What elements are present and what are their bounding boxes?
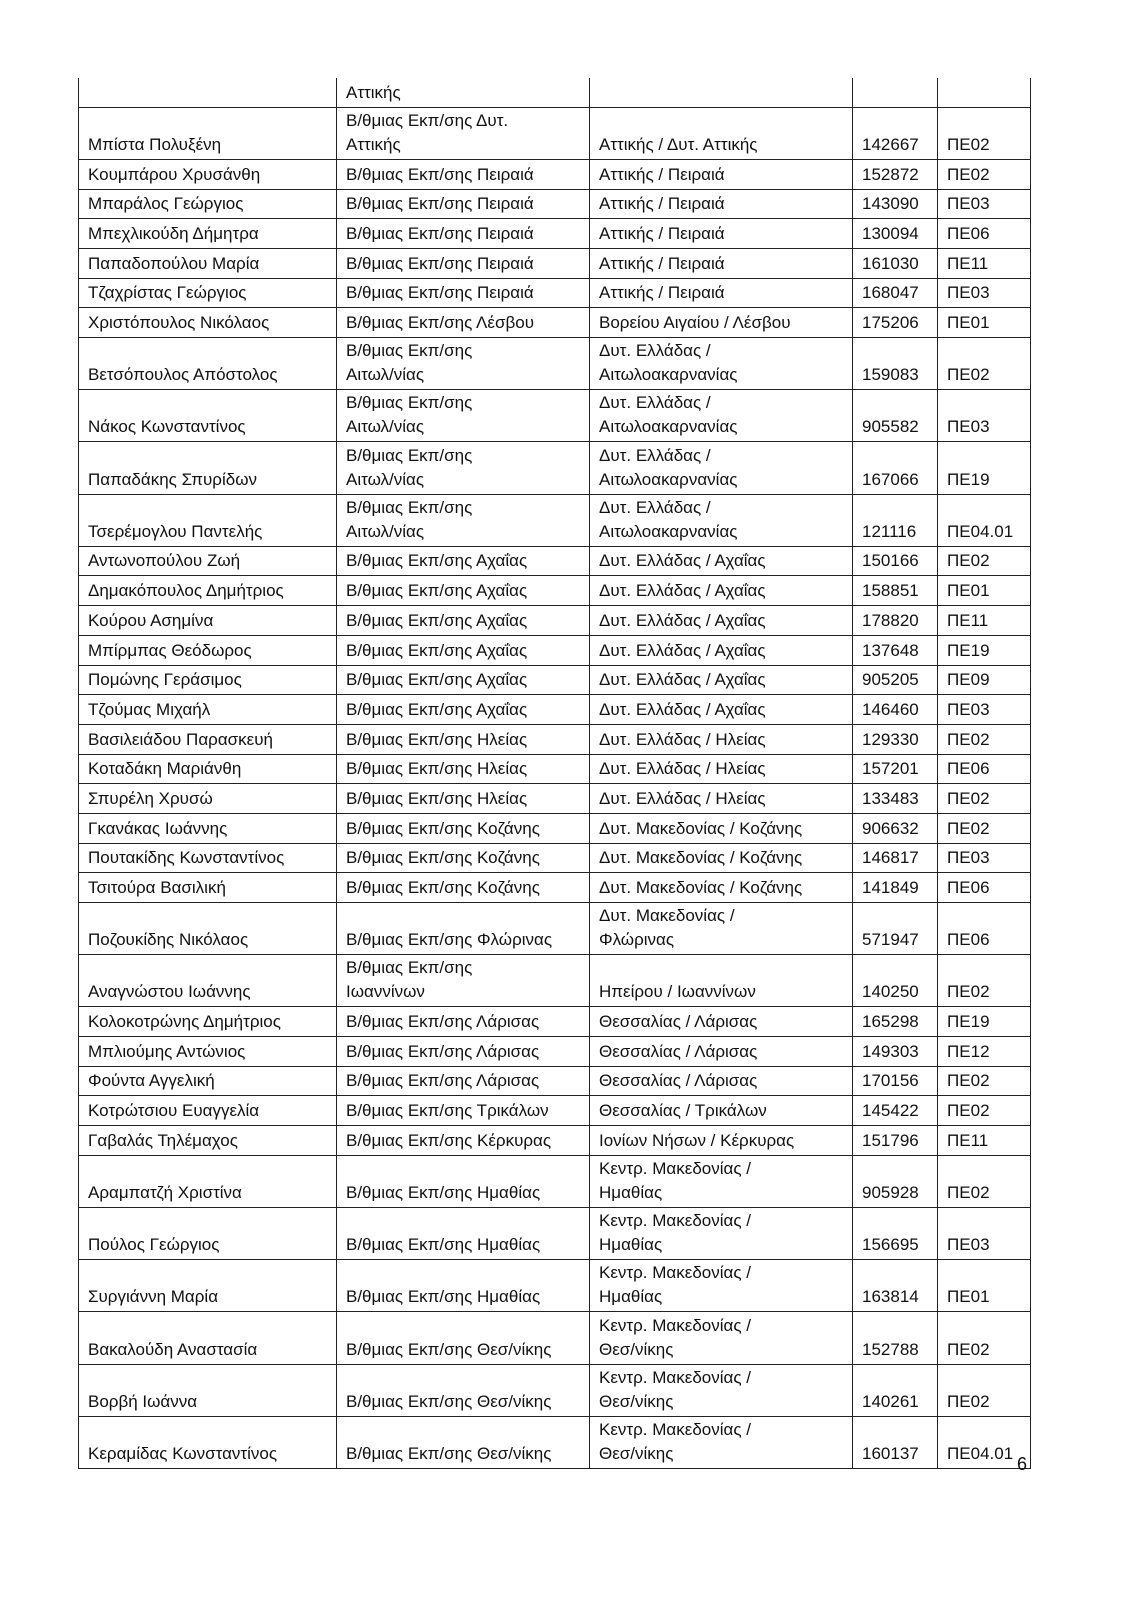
- id-cell: 158851: [853, 576, 938, 606]
- specialty-cell: ΠΕ03: [938, 843, 1031, 873]
- table-row: [79, 784, 1031, 814]
- directorate-cell: Β/θμιας Εκπ/σης Θεσ/νίκης: [337, 1416, 590, 1468]
- name-cell: Τσιτούρα Βασιλική: [79, 873, 337, 903]
- table-row: [79, 873, 1031, 903]
- directorate-cell: Β/θμιας Εκπ/σης Πειραιά: [337, 219, 590, 249]
- directorate-cell: Αττικής: [337, 78, 590, 107]
- region-cell: Δυτ. Ελλάδας / Αχαΐας: [590, 635, 853, 665]
- directorate-cell: Β/θμιας Εκπ/σης Αιτωλ/νίας: [337, 494, 590, 546]
- directorate-cell: Β/θμιας Εκπ/σης Πειραιά: [337, 159, 590, 189]
- name-cell: Αναγνώστου Ιωάννης: [79, 955, 337, 1007]
- table-row: [79, 1126, 1031, 1156]
- specialty-cell: ΠΕ02: [938, 724, 1031, 754]
- table-row: [79, 546, 1031, 576]
- specialty-cell: ΠΕ11: [938, 606, 1031, 636]
- specialty-cell: ΠΕ03: [938, 1208, 1031, 1260]
- id-cell: 905582: [853, 390, 938, 442]
- name-cell: Μπλιούμης Αντώνιος: [79, 1037, 337, 1067]
- specialty-cell: ΠΕ02: [938, 1364, 1031, 1416]
- region-cell: Δυτ. Ελλάδας / Ηλείας: [590, 754, 853, 784]
- id-cell: 170156: [853, 1066, 938, 1096]
- name-cell: Παπαδάκης Σπυρίδων: [79, 442, 337, 494]
- region-cell: Δυτ. Ελλάδας / Αιτωλοακαρνανίας: [590, 494, 853, 546]
- id-cell: 161030: [853, 248, 938, 278]
- directorate-cell: Β/θμιας Εκπ/σης Αχαΐας: [337, 606, 590, 636]
- specialty-cell: ΠΕ11: [938, 1126, 1031, 1156]
- table-row: [79, 903, 1031, 955]
- name-cell: Φούντα Αγγελική: [79, 1066, 337, 1096]
- table-row: [79, 189, 1031, 219]
- id-cell: 157201: [853, 754, 938, 784]
- directorate-cell: Β/θμιας Εκπ/σης Αχαΐας: [337, 546, 590, 576]
- directorate-cell: Β/θμιας Εκπ/σης Κοζάνης: [337, 873, 590, 903]
- directorate-cell: Β/θμιας Εκπ/σης Ημαθίας: [337, 1155, 590, 1207]
- name-cell: Τζούμας Μιχαήλ: [79, 695, 337, 725]
- region-cell: Αττικής / Δυτ. Αττικής: [590, 107, 853, 159]
- table-row: [79, 78, 1031, 107]
- directorate-cell: Β/θμιας Εκπ/σης Θεσ/νίκης: [337, 1312, 590, 1364]
- region-cell: Δυτ. Ελλάδας / Αχαΐας: [590, 546, 853, 576]
- id-cell: 571947: [853, 903, 938, 955]
- specialty-cell: ΠΕ04.01: [938, 494, 1031, 546]
- region-cell: Βορείου Αιγαίου / Λέσβου: [590, 308, 853, 338]
- table-row: [79, 635, 1031, 665]
- region-cell: Δυτ. Ελλάδας / Αχαΐας: [590, 606, 853, 636]
- name-cell: Δημακόπουλος Δημήτριος: [79, 576, 337, 606]
- page-number: 6: [1017, 1454, 1028, 1474]
- name-cell: Αραμπατζή Χριστίνα: [79, 1155, 337, 1207]
- id-cell: 160137: [853, 1416, 938, 1468]
- specialty-cell: ΠΕ02: [938, 784, 1031, 814]
- directorate-cell: Β/θμιας Εκπ/σης Αιτωλ/νίας: [337, 338, 590, 390]
- specialty-cell: ΠΕ01: [938, 308, 1031, 338]
- id-cell: 159083: [853, 338, 938, 390]
- table-row: [79, 248, 1031, 278]
- region-cell: Κεντρ. Μακεδονίας / Θεσ/νίκης: [590, 1364, 853, 1416]
- specialty-cell: ΠΕ02: [938, 955, 1031, 1007]
- name-cell: Μπίρμπας Θεόδωρος: [79, 635, 337, 665]
- specialty-cell: ΠΕ12: [938, 1037, 1031, 1067]
- region-cell: Δυτ. Ελλάδας / Αιτωλοακαρνανίας: [590, 390, 853, 442]
- region-cell: Αττικής / Πειραιά: [590, 189, 853, 219]
- specialty-cell: ΠΕ03: [938, 278, 1031, 308]
- specialty-cell: [938, 78, 1031, 107]
- specialty-cell: ΠΕ06: [938, 219, 1031, 249]
- specialty-cell: ΠΕ06: [938, 903, 1031, 955]
- id-cell: 163814: [853, 1260, 938, 1312]
- name-cell: Γκανάκας Ιωάννης: [79, 813, 337, 843]
- name-cell: Γαβαλάς Τηλέμαχος: [79, 1126, 337, 1156]
- directorate-cell: Β/θμιας Εκπ/σης Αιτωλ/νίας: [337, 390, 590, 442]
- table-row: [79, 813, 1031, 843]
- name-cell: Κεραμίδας Κωνσταντίνος: [79, 1416, 337, 1468]
- table-row: [79, 1037, 1031, 1067]
- table-row: [79, 955, 1031, 1007]
- region-cell: Θεσσαλίας / Λάρισας: [590, 1037, 853, 1067]
- id-cell: 146817: [853, 843, 938, 873]
- region-cell: Αττικής / Πειραιά: [590, 159, 853, 189]
- directorate-cell: Β/θμιας Εκπ/σης Πειραιά: [337, 248, 590, 278]
- specialty-cell: ΠΕ04.01: [938, 1416, 1031, 1468]
- table-body: [79, 78, 1031, 1468]
- name-cell: Νάκος Κωνσταντίνος: [79, 390, 337, 442]
- specialty-cell: ΠΕ02: [938, 107, 1031, 159]
- region-cell: Ηπείρου / Ιωαννίνων: [590, 955, 853, 1007]
- name-cell: Βορβή Ιωάννα: [79, 1364, 337, 1416]
- table-row: [79, 665, 1031, 695]
- specialty-cell: ΠΕ19: [938, 442, 1031, 494]
- id-cell: 165298: [853, 1007, 938, 1037]
- id-cell: 140261: [853, 1364, 938, 1416]
- name-cell: Κοταδάκη Μαριάνθη: [79, 754, 337, 784]
- id-cell: 152872: [853, 159, 938, 189]
- directorate-cell: Β/θμιας Εκπ/σης Πειραιά: [337, 278, 590, 308]
- table-row: [79, 695, 1031, 725]
- directorate-cell: Β/θμιας Εκπ/σης Αχαΐας: [337, 635, 590, 665]
- specialty-cell: ΠΕ19: [938, 1007, 1031, 1037]
- name-cell: Τζαχρίστας Γεώργιος: [79, 278, 337, 308]
- name-cell: [79, 78, 337, 107]
- region-cell: Θεσσαλίας / Τρικάλων: [590, 1096, 853, 1126]
- specialty-cell: ΠΕ02: [938, 1066, 1031, 1096]
- name-cell: Πουτακίδης Κωνσταντίνος: [79, 843, 337, 873]
- region-cell: Δυτ. Ελλάδας / Αχαΐας: [590, 576, 853, 606]
- name-cell: Αντωνοπούλου Ζωή: [79, 546, 337, 576]
- specialty-cell: ΠΕ03: [938, 695, 1031, 725]
- table-row: [79, 308, 1031, 338]
- id-cell: 168047: [853, 278, 938, 308]
- directorate-cell: Β/θμιας Εκπ/σης Ηλείας: [337, 784, 590, 814]
- region-cell: Δυτ. Ελλάδας / Αχαΐας: [590, 665, 853, 695]
- id-cell: 130094: [853, 219, 938, 249]
- name-cell: Βετσόπουλος Απόστολος: [79, 338, 337, 390]
- table-row: [79, 1155, 1031, 1207]
- table-row: [79, 107, 1031, 159]
- region-cell: Κεντρ. Μακεδονίας / Θεσ/νίκης: [590, 1312, 853, 1364]
- id-cell: 906632: [853, 813, 938, 843]
- specialty-cell: ΠΕ02: [938, 1312, 1031, 1364]
- name-cell: Χριστόπουλος Νικόλαος: [79, 308, 337, 338]
- name-cell: Πούλος Γεώργιος: [79, 1208, 337, 1260]
- id-cell: 133483: [853, 784, 938, 814]
- directorate-cell: Β/θμιας Εκπ/σης Κέρκυρας: [337, 1126, 590, 1156]
- directorate-cell: Β/θμιας Εκπ/σης Ημαθίας: [337, 1260, 590, 1312]
- name-cell: Βακαλούδη Αναστασία: [79, 1312, 337, 1364]
- name-cell: Τσερέμογλου Παντελής: [79, 494, 337, 546]
- table-row: [79, 1096, 1031, 1126]
- name-cell: Βασιλειάδου Παρασκευή: [79, 724, 337, 754]
- directorate-cell: Β/θμιας Εκπ/σης Θεσ/νίκης: [337, 1364, 590, 1416]
- table-row: [79, 843, 1031, 873]
- specialty-cell: ΠΕ01: [938, 576, 1031, 606]
- table-row: [79, 338, 1031, 390]
- region-cell: Δυτ. Ελλάδας / Αχαΐας: [590, 695, 853, 725]
- directorate-cell: Β/θμιας Εκπ/σης Αιτωλ/νίας: [337, 442, 590, 494]
- specialty-cell: ΠΕ03: [938, 189, 1031, 219]
- id-cell: 905928: [853, 1155, 938, 1207]
- table-row: [79, 159, 1031, 189]
- id-cell: 149303: [853, 1037, 938, 1067]
- name-cell: Μπαράλος Γεώργιος: [79, 189, 337, 219]
- directorate-cell: Β/θμιας Εκπ/σης Κοζάνης: [337, 843, 590, 873]
- region-cell: Αττικής / Πειραιά: [590, 248, 853, 278]
- region-cell: Κεντρ. Μακεδονίας / Ημαθίας: [590, 1260, 853, 1312]
- table-row: [79, 1312, 1031, 1364]
- table-row: [79, 1208, 1031, 1260]
- region-cell: [590, 78, 853, 107]
- id-cell: 141849: [853, 873, 938, 903]
- specialty-cell: ΠΕ02: [938, 1096, 1031, 1126]
- id-cell: 167066: [853, 442, 938, 494]
- specialty-cell: ΠΕ02: [938, 546, 1031, 576]
- name-cell: Κοτρώτσιου Ευαγγελία: [79, 1096, 337, 1126]
- region-cell: Κεντρ. Μακεδονίας / Θεσ/νίκης: [590, 1416, 853, 1468]
- id-cell: 137648: [853, 635, 938, 665]
- directorate-cell: Β/θμιας Εκπ/σης Ηλείας: [337, 754, 590, 784]
- name-cell: Συργιάννη Μαρία: [79, 1260, 337, 1312]
- specialty-cell: ΠΕ01: [938, 1260, 1031, 1312]
- directorate-cell: Β/θμιας Εκπ/σης Αχαΐας: [337, 576, 590, 606]
- table-row: [79, 494, 1031, 546]
- table-row: [79, 576, 1031, 606]
- directorate-cell: Β/θμιας Εκπ/σης Πειραιά: [337, 189, 590, 219]
- teachers-table: [78, 78, 1031, 1469]
- directorate-cell: Β/θμιας Εκπ/σης Ιωαννίνων: [337, 955, 590, 1007]
- region-cell: Δυτ. Ελλάδας / Αιτωλοακαρνανίας: [590, 338, 853, 390]
- region-cell: Δυτ. Ελλάδας / Ηλείας: [590, 724, 853, 754]
- region-cell: Θεσσαλίας / Λάρισας: [590, 1007, 853, 1037]
- name-cell: Μπεχλικούδη Δήμητρα: [79, 219, 337, 249]
- name-cell: Πομώνης Γεράσιμος: [79, 665, 337, 695]
- specialty-cell: ΠΕ02: [938, 159, 1031, 189]
- directorate-cell: Β/θμιας Εκπ/σης Κοζάνης: [337, 813, 590, 843]
- table-row: [79, 219, 1031, 249]
- id-cell: 142667: [853, 107, 938, 159]
- directorate-cell: Β/θμιας Εκπ/σης Λέσβου: [337, 308, 590, 338]
- id-cell: 121116: [853, 494, 938, 546]
- id-cell: 905205: [853, 665, 938, 695]
- table-row: [79, 1364, 1031, 1416]
- table-row: [79, 1066, 1031, 1096]
- table-row: [79, 606, 1031, 636]
- table-row: [79, 1260, 1031, 1312]
- id-cell: [853, 78, 938, 107]
- directorate-cell: Β/θμιας Εκπ/σης Φλώρινας: [337, 903, 590, 955]
- directorate-cell: Β/θμιας Εκπ/σης Ημαθίας: [337, 1208, 590, 1260]
- directorate-cell: Β/θμιας Εκπ/σης Λάρισας: [337, 1066, 590, 1096]
- id-cell: 151796: [853, 1126, 938, 1156]
- id-cell: 175206: [853, 308, 938, 338]
- directorate-cell: Β/θμιας Εκπ/σης Λάρισας: [337, 1007, 590, 1037]
- specialty-cell: ΠΕ19: [938, 635, 1031, 665]
- id-cell: 156695: [853, 1208, 938, 1260]
- table-row: [79, 724, 1031, 754]
- region-cell: Δυτ. Μακεδονίας / Κοζάνης: [590, 813, 853, 843]
- table-row: [79, 754, 1031, 784]
- region-cell: Δυτ. Μακεδονίας / Κοζάνης: [590, 843, 853, 873]
- name-cell: Σπυρέλη Χρυσώ: [79, 784, 337, 814]
- directorate-cell: Β/θμιας Εκπ/σης Αχαΐας: [337, 695, 590, 725]
- region-cell: Ιονίων Νήσων / Κέρκυρας: [590, 1126, 853, 1156]
- region-cell: Δυτ. Μακεδονίας / Κοζάνης: [590, 873, 853, 903]
- table-row: [79, 390, 1031, 442]
- directorate-cell: Β/θμιας Εκπ/σης Λάρισας: [337, 1037, 590, 1067]
- name-cell: Ποζουκίδης Νικόλαος: [79, 903, 337, 955]
- region-cell: Δυτ. Ελλάδας / Ηλείας: [590, 784, 853, 814]
- region-cell: Θεσσαλίας / Λάρισας: [590, 1066, 853, 1096]
- region-cell: Κεντρ. Μακεδονίας / Ημαθίας: [590, 1155, 853, 1207]
- name-cell: Κολοκοτρώνης Δημήτριος: [79, 1007, 337, 1037]
- id-cell: 150166: [853, 546, 938, 576]
- specialty-cell: ΠΕ02: [938, 1155, 1031, 1207]
- specialty-cell: ΠΕ06: [938, 873, 1031, 903]
- specialty-cell: ΠΕ03: [938, 390, 1031, 442]
- name-cell: Κουμπάρου Χρυσάνθη: [79, 159, 337, 189]
- table-row: [79, 442, 1031, 494]
- specialty-cell: ΠΕ02: [938, 813, 1031, 843]
- specialty-cell: ΠΕ02: [938, 338, 1031, 390]
- directorate-cell: Β/θμιας Εκπ/σης Ηλείας: [337, 724, 590, 754]
- region-cell: Αττικής / Πειραιά: [590, 219, 853, 249]
- name-cell: Παπαδοπούλου Μαρία: [79, 248, 337, 278]
- table-row: [79, 1416, 1031, 1468]
- id-cell: 129330: [853, 724, 938, 754]
- table-row: [79, 1007, 1031, 1037]
- id-cell: 145422: [853, 1096, 938, 1126]
- id-cell: 152788: [853, 1312, 938, 1364]
- name-cell: Κούρου Ασημίνα: [79, 606, 337, 636]
- region-cell: Δυτ. Μακεδονίας / Φλώρινας: [590, 903, 853, 955]
- table-row: [79, 278, 1031, 308]
- directorate-cell: Β/θμιας Εκπ/σης Αχαΐας: [337, 665, 590, 695]
- specialty-cell: ΠΕ11: [938, 248, 1031, 278]
- id-cell: 140250: [853, 955, 938, 1007]
- name-cell: Μπίστα Πολυξένη: [79, 107, 337, 159]
- region-cell: Δυτ. Ελλάδας / Αιτωλοακαρνανίας: [590, 442, 853, 494]
- id-cell: 143090: [853, 189, 938, 219]
- id-cell: 146460: [853, 695, 938, 725]
- region-cell: Αττικής / Πειραιά: [590, 278, 853, 308]
- directorate-cell: Β/θμιας Εκπ/σης Δυτ. Αττικής: [337, 107, 590, 159]
- specialty-cell: ΠΕ06: [938, 754, 1031, 784]
- directorate-cell: Β/θμιας Εκπ/σης Τρικάλων: [337, 1096, 590, 1126]
- region-cell: Κεντρ. Μακεδονίας / Ημαθίας: [590, 1208, 853, 1260]
- id-cell: 178820: [853, 606, 938, 636]
- specialty-cell: ΠΕ09: [938, 665, 1031, 695]
